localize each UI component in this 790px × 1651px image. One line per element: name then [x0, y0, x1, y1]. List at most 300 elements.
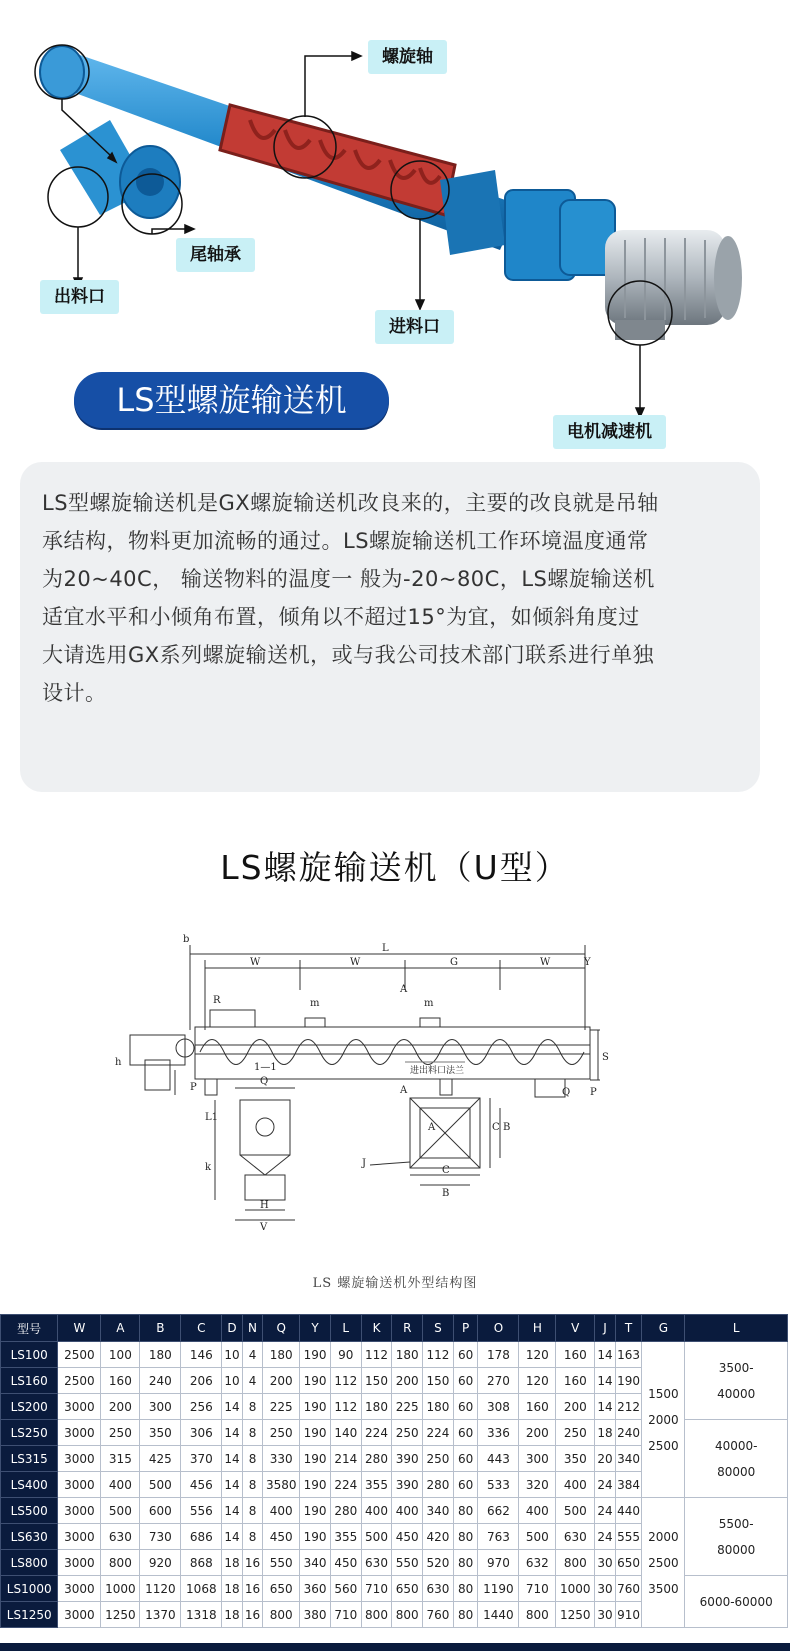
spec-cell: 280 — [361, 1446, 392, 1472]
spec-cell: 1120 — [140, 1576, 181, 1602]
spec-cell: 190 — [300, 1394, 331, 1420]
spec-l-line: 80000 — [717, 1464, 756, 1479]
section-title: LS螺旋输送机（U型） — [220, 848, 570, 887]
spec-cell: 10 — [222, 1342, 242, 1368]
spec-l-line: 40000- — [714, 1438, 758, 1453]
spec-l-line: 5500- — [718, 1516, 754, 1531]
dim-label: V — [260, 1222, 268, 1233]
spec-cell: 910 — [615, 1602, 642, 1628]
spec-cell: 14 — [222, 1472, 242, 1498]
dim-label: J — [362, 1158, 367, 1169]
spec-cell: 60 — [453, 1394, 478, 1420]
spec-cell: 190 — [300, 1472, 331, 1498]
spec-cell: 14 — [222, 1446, 242, 1472]
spec-cell: 24 — [595, 1472, 615, 1498]
spec-model-cell: LS160 — [1, 1368, 58, 1394]
spec-g-line: 2500 — [648, 1555, 679, 1570]
spec-l-cell — [685, 1420, 788, 1498]
spec-cell: 560 — [330, 1576, 361, 1602]
spec-cell: 30 — [595, 1550, 615, 1576]
spec-g-cell — [642, 1342, 685, 1498]
spec-cell: 14 — [222, 1498, 242, 1524]
spec-cell: 30 — [595, 1576, 615, 1602]
structure-drawing — [0, 930, 790, 1300]
spec-cell: 390 — [392, 1446, 423, 1472]
spec-cell: 120 — [519, 1368, 556, 1394]
spec-cell: 4 — [242, 1368, 262, 1394]
spec-body — [1, 1342, 788, 1628]
spec-cell: 320 — [519, 1472, 556, 1498]
dim-label: h — [115, 1057, 122, 1068]
spec-cell: 3000 — [58, 1576, 101, 1602]
spec-cell: 270 — [478, 1368, 519, 1394]
spec-cell: 4 — [242, 1342, 262, 1368]
dim-label: b — [183, 934, 190, 945]
spec-cell: 556 — [181, 1498, 222, 1524]
spec-cell: 662 — [478, 1498, 519, 1524]
spec-cell: 160 — [101, 1368, 140, 1394]
spec-header-cell: N — [242, 1315, 262, 1342]
spec-header-cell: O — [478, 1315, 519, 1342]
spec-cell: 14 — [595, 1394, 615, 1420]
spec-cell: 180 — [140, 1342, 181, 1368]
spec-cell: 150 — [361, 1368, 392, 1394]
spec-cell: 150 — [423, 1368, 454, 1394]
spec-cell: 146 — [181, 1342, 222, 1368]
spec-cell: 360 — [300, 1576, 331, 1602]
spec-header-cell: T — [615, 1315, 642, 1342]
spec-cell: 2500 — [58, 1368, 101, 1394]
spec-cell: 533 — [478, 1472, 519, 1498]
spec-cell: 800 — [263, 1602, 300, 1628]
spec-cell: 800 — [392, 1602, 423, 1628]
spec-cell: 190 — [300, 1420, 331, 1446]
footer-bar — [0, 1643, 790, 1651]
callout-tail-bearing: 尾轴承 — [176, 238, 255, 272]
spec-cell: 280 — [330, 1498, 361, 1524]
spec-cell: 200 — [519, 1420, 556, 1446]
spec-cell: 200 — [392, 1368, 423, 1394]
spec-cell: 630 — [361, 1550, 392, 1576]
spec-cell: 214 — [330, 1446, 361, 1472]
spec-cell: 710 — [361, 1576, 392, 1602]
spec-cell: 555 — [615, 1524, 642, 1550]
spec-cell: 1068 — [181, 1576, 222, 1602]
description-line: 大请选用GX系列螺旋输送机，或与我公司技术部门联系进行单独 — [42, 643, 655, 667]
spec-cell: 24 — [595, 1498, 615, 1524]
spec-cell: 384 — [615, 1472, 642, 1498]
spec-cell: 8 — [242, 1446, 262, 1472]
spec-cell: 370 — [181, 1446, 222, 1472]
spec-cell: 520 — [423, 1550, 454, 1576]
spec-header-cell: P — [453, 1315, 478, 1342]
spec-cell: 300 — [140, 1394, 181, 1420]
spec-cell: 80 — [453, 1576, 478, 1602]
spec-cell: 380 — [300, 1602, 331, 1628]
dim-label: W — [250, 957, 261, 968]
spec-cell: 206 — [181, 1368, 222, 1394]
spec-cell: 14 — [222, 1524, 242, 1550]
spec-cell: 8 — [242, 1524, 262, 1550]
spec-cell: 8 — [242, 1498, 262, 1524]
dim-label: k — [205, 1162, 212, 1173]
spec-cell: 160 — [519, 1394, 556, 1420]
spec-cell: 760 — [615, 1576, 642, 1602]
spec-cell: 800 — [556, 1550, 595, 1576]
spec-cell: 3000 — [58, 1472, 101, 1498]
callout-inlet: 进料口 — [375, 310, 454, 344]
dim-label: P — [590, 1087, 597, 1098]
spec-l-cell — [685, 1342, 788, 1420]
spec-cell: 100 — [101, 1342, 140, 1368]
spec-cell: 80 — [453, 1524, 478, 1550]
spec-cell: 3000 — [58, 1550, 101, 1576]
dim-label: G — [450, 957, 458, 968]
spec-cell: 256 — [181, 1394, 222, 1420]
spec-cell: 190 — [300, 1498, 331, 1524]
spec-cell: 425 — [140, 1446, 181, 1472]
spec-table — [0, 1314, 788, 1628]
spec-model-cell: LS1250 — [1, 1602, 58, 1628]
spec-cell: 190 — [300, 1368, 331, 1394]
spec-cell: 500 — [361, 1524, 392, 1550]
spec-cell: 730 — [140, 1524, 181, 1550]
spec-cell: 14 — [222, 1394, 242, 1420]
spiral-trough — [220, 105, 455, 215]
spec-cell: 112 — [423, 1342, 454, 1368]
dim-label: P — [190, 1082, 197, 1093]
spec-cell: 112 — [330, 1394, 361, 1420]
spec-cell: 300 — [519, 1446, 556, 1472]
callout-motor-reducer: 电机减速机 — [553, 415, 666, 449]
spec-cell: 630 — [101, 1524, 140, 1550]
spec-cell: 800 — [101, 1550, 140, 1576]
spec-cell: 250 — [423, 1446, 454, 1472]
spec-g-line: 2000 — [648, 1529, 679, 1544]
spec-cell: 200 — [556, 1394, 595, 1420]
spec-cell: 24 — [595, 1524, 615, 1550]
spec-cell: 1318 — [181, 1602, 222, 1628]
product-title-pill: LS型螺旋输送机 — [74, 372, 389, 428]
spec-l-line: 6000-60000 — [699, 1594, 773, 1609]
spec-row — [1, 1498, 788, 1524]
spec-l-line: 40000 — [717, 1386, 756, 1401]
dim-label: m — [424, 998, 434, 1009]
spec-cell: 350 — [556, 1446, 595, 1472]
spec-model-cell: LS630 — [1, 1524, 58, 1550]
description-line: 适宜水平和小倾角布置，倾角以不超过15°为宜，如倾斜角度过 — [42, 605, 640, 629]
spec-cell: 250 — [556, 1420, 595, 1446]
dim-label: L — [382, 943, 389, 954]
spec-cell: 710 — [330, 1602, 361, 1628]
spec-cell: 80 — [453, 1550, 478, 1576]
spec-header-cell: S — [423, 1315, 454, 1342]
spec-header-cell: L — [685, 1315, 788, 1342]
spec-cell: 8 — [242, 1394, 262, 1420]
spec-cell: 400 — [519, 1498, 556, 1524]
spec-cell: 250 — [101, 1420, 140, 1446]
spec-cell: 212 — [615, 1394, 642, 1420]
spec-cell: 3000 — [58, 1498, 101, 1524]
spec-cell: 868 — [181, 1550, 222, 1576]
spec-cell: 650 — [392, 1576, 423, 1602]
product-illustration — [0, 0, 790, 455]
spec-cell: 225 — [392, 1394, 423, 1420]
spec-cell: 190 — [300, 1342, 331, 1368]
spec-cell: 250 — [263, 1420, 300, 1446]
spec-cell: 16 — [242, 1602, 262, 1628]
spec-cell: 14 — [595, 1342, 615, 1368]
spec-cell: 400 — [101, 1472, 140, 1498]
spec-cell: 60 — [453, 1446, 478, 1472]
spec-cell: 2500 — [58, 1342, 101, 1368]
spec-cell: 224 — [330, 1472, 361, 1498]
spec-l-cell — [685, 1576, 788, 1628]
dim-label: A — [428, 1122, 436, 1133]
spec-g-line: 2500 — [648, 1438, 679, 1453]
spec-model-cell: LS400 — [1, 1472, 58, 1498]
dim-label: 1—1 — [254, 1062, 277, 1073]
spec-cell: 180 — [423, 1394, 454, 1420]
spec-cell: 160 — [556, 1368, 595, 1394]
description-line: 为20~40C， 输送物料的温度一 般为-20~80C，LS螺旋输送机 — [42, 567, 655, 591]
spec-cell: 18 — [222, 1576, 242, 1602]
spec-cell: 1250 — [556, 1602, 595, 1628]
spec-cell: 970 — [478, 1550, 519, 1576]
spec-l-cell — [685, 1498, 788, 1576]
dim-label: R — [213, 995, 221, 1006]
spec-cell: 450 — [330, 1550, 361, 1576]
spec-cell: 10 — [222, 1368, 242, 1394]
spec-cell: 500 — [140, 1472, 181, 1498]
spec-cell: 630 — [423, 1576, 454, 1602]
spec-cell: 80 — [453, 1498, 478, 1524]
spec-header-cell: W — [58, 1315, 101, 1342]
spec-cell: 800 — [519, 1602, 556, 1628]
spec-cell: 120 — [519, 1342, 556, 1368]
dim-label: H — [260, 1200, 269, 1211]
spec-cell: 650 — [263, 1576, 300, 1602]
description-line: 承结构，物料更加流畅的通过。LS螺旋输送机工作环境温度通常 — [42, 529, 649, 553]
spec-header-cell: 型号 — [1, 1315, 58, 1342]
spec-cell: 200 — [101, 1394, 140, 1420]
spec-cell: 1370 — [140, 1602, 181, 1628]
spec-cell: 60 — [453, 1420, 478, 1446]
spec-cell: 200 — [263, 1368, 300, 1394]
spec-cell: 400 — [556, 1472, 595, 1498]
spec-header-cell: C — [181, 1315, 222, 1342]
spec-cell: 315 — [101, 1446, 140, 1472]
spec-header-cell: J — [595, 1315, 615, 1342]
spec-cell: 190 — [300, 1446, 331, 1472]
spec-l-line: 3500- — [718, 1360, 754, 1375]
spec-cell: 60 — [453, 1342, 478, 1368]
spec-cell: 500 — [519, 1524, 556, 1550]
description-card — [20, 462, 760, 792]
spec-model-cell: LS800 — [1, 1550, 58, 1576]
spec-cell: 180 — [361, 1394, 392, 1420]
spec-cell: 355 — [361, 1472, 392, 1498]
spec-cell: 308 — [478, 1394, 519, 1420]
spec-l-line: 80000 — [717, 1542, 756, 1557]
spec-cell: 390 — [392, 1472, 423, 1498]
spec-model-cell: LS315 — [1, 1446, 58, 1472]
spec-header-cell: K — [361, 1315, 392, 1342]
spec-cell: 340 — [615, 1446, 642, 1472]
spec-cell: 686 — [181, 1524, 222, 1550]
spec-cell: 710 — [519, 1576, 556, 1602]
spec-cell: 1250 — [101, 1602, 140, 1628]
spec-cell: 632 — [519, 1550, 556, 1576]
spec-cell: 60 — [453, 1472, 478, 1498]
spec-cell: 3580 — [263, 1472, 300, 1498]
spec-header-cell: L — [330, 1315, 361, 1342]
spec-cell: 280 — [423, 1472, 454, 1498]
description-line: 设计。 — [42, 681, 107, 705]
spec-cell: 180 — [263, 1342, 300, 1368]
spec-cell: 8 — [242, 1420, 262, 1446]
dim-label: m — [310, 998, 320, 1009]
dim-label: S — [602, 1052, 609, 1063]
spec-cell: 1190 — [478, 1576, 519, 1602]
spec-cell: 306 — [181, 1420, 222, 1446]
spec-cell: 90 — [330, 1342, 361, 1368]
spec-cell: 14 — [595, 1368, 615, 1394]
dim-label: A — [400, 1085, 408, 1096]
dim-label: L1 — [205, 1112, 219, 1123]
spec-cell: 14 — [222, 1420, 242, 1446]
spec-cell: 400 — [361, 1498, 392, 1524]
spec-cell: 18 — [595, 1420, 615, 1446]
dim-label: C — [442, 1165, 450, 1176]
callout-spiral-shaft: 螺旋轴 — [368, 40, 447, 74]
spec-cell: 178 — [478, 1342, 519, 1368]
spec-model-cell: LS200 — [1, 1394, 58, 1420]
drawing-caption: LS 螺旋输送机外型结构图 — [312, 1276, 478, 1291]
dimension-drawing — [0, 930, 790, 1300]
spec-row — [1, 1342, 788, 1368]
spec-cell: 112 — [361, 1342, 392, 1368]
spec-cell: 3000 — [58, 1420, 101, 1446]
spec-cell: 163 — [615, 1342, 642, 1368]
spec-cell: 190 — [300, 1524, 331, 1550]
spec-header-cell: R — [392, 1315, 423, 1342]
spec-cell: 340 — [300, 1550, 331, 1576]
spec-model-cell: LS250 — [1, 1420, 58, 1446]
spec-cell: 1440 — [478, 1602, 519, 1628]
spec-cell: 3000 — [58, 1602, 101, 1628]
spec-cell: 500 — [556, 1498, 595, 1524]
spec-cell: 225 — [263, 1394, 300, 1420]
spec-header-row — [1, 1315, 788, 1342]
spec-header-cell: H — [519, 1315, 556, 1342]
spec-cell: 650 — [615, 1550, 642, 1576]
dim-label: Q — [260, 1076, 269, 1087]
spec-model-cell: LS500 — [1, 1498, 58, 1524]
dim-label: 进出料口法兰 — [410, 1066, 465, 1076]
description-text — [42, 484, 742, 712]
spec-header-cell: Q — [263, 1315, 300, 1342]
dim-label: W — [540, 957, 551, 968]
dim-label: B — [442, 1188, 450, 1199]
spec-cell: 1000 — [556, 1576, 595, 1602]
dim-label: Y — [584, 957, 591, 968]
dim-label: W — [350, 957, 361, 968]
spec-cell: 240 — [140, 1368, 181, 1394]
spec-g-line: 1500 — [648, 1386, 679, 1401]
spec-cell: 500 — [101, 1498, 140, 1524]
spec-model-cell: LS1000 — [1, 1576, 58, 1602]
spec-g-cell — [642, 1498, 685, 1628]
spec-cell: 450 — [263, 1524, 300, 1550]
spec-cell: 763 — [478, 1524, 519, 1550]
spec-model-cell: LS100 — [1, 1342, 58, 1368]
spec-header-cell: G — [642, 1315, 685, 1342]
dim-label: Q — [562, 1087, 571, 1098]
spec-cell: 112 — [330, 1368, 361, 1394]
dim-label: B — [503, 1122, 511, 1133]
spec-header-cell: B — [140, 1315, 181, 1342]
spec-cell: 3000 — [58, 1446, 101, 1472]
spec-cell: 18 — [222, 1550, 242, 1576]
dim-label: A — [400, 984, 408, 995]
spec-cell: 250 — [392, 1420, 423, 1446]
spec-cell: 18 — [222, 1602, 242, 1628]
spec-cell: 630 — [556, 1524, 595, 1550]
spec-g-line: 2000 — [648, 1412, 679, 1427]
spec-cell: 240 — [615, 1420, 642, 1446]
dim-label: C — [492, 1122, 500, 1133]
spec-cell: 224 — [423, 1420, 454, 1446]
spec-cell: 420 — [423, 1524, 454, 1550]
spec-header-cell: V — [556, 1315, 595, 1342]
spec-header-cell: Y — [300, 1315, 331, 1342]
spec-cell: 160 — [556, 1342, 595, 1368]
spec-cell: 336 — [478, 1420, 519, 1446]
spec-header-cell: A — [101, 1315, 140, 1342]
description-line: LS型螺旋输送机是GX螺旋输送机改良来的，主要的改良就是吊轴 — [42, 491, 659, 515]
spec-cell: 350 — [140, 1420, 181, 1446]
spec-cell: 355 — [330, 1524, 361, 1550]
spec-cell: 80 — [453, 1602, 478, 1628]
spec-cell: 330 — [263, 1446, 300, 1472]
spec-cell: 3000 — [58, 1524, 101, 1550]
spec-cell: 443 — [478, 1446, 519, 1472]
spec-cell: 400 — [392, 1498, 423, 1524]
spec-cell: 8 — [242, 1472, 262, 1498]
callout-outlet: 出料口 — [40, 280, 119, 314]
spec-cell: 450 — [392, 1524, 423, 1550]
spec-g-line: 3500 — [648, 1581, 679, 1596]
spec-header-cell: D — [222, 1315, 242, 1342]
spec-cell: 16 — [242, 1550, 262, 1576]
spec-cell: 1000 — [101, 1576, 140, 1602]
spec-cell: 30 — [595, 1602, 615, 1628]
spec-cell: 60 — [453, 1368, 478, 1394]
spec-cell: 16 — [242, 1576, 262, 1602]
spec-cell: 760 — [423, 1602, 454, 1628]
spec-cell: 224 — [361, 1420, 392, 1446]
spec-cell: 140 — [330, 1420, 361, 1446]
spec-cell: 920 — [140, 1550, 181, 1576]
spec-cell: 3000 — [58, 1394, 101, 1420]
spec-cell: 180 — [392, 1342, 423, 1368]
spec-cell: 340 — [423, 1498, 454, 1524]
spec-cell: 550 — [392, 1550, 423, 1576]
spec-cell: 456 — [181, 1472, 222, 1498]
spec-cell: 550 — [263, 1550, 300, 1576]
spec-table-wrapper — [0, 1314, 790, 1628]
